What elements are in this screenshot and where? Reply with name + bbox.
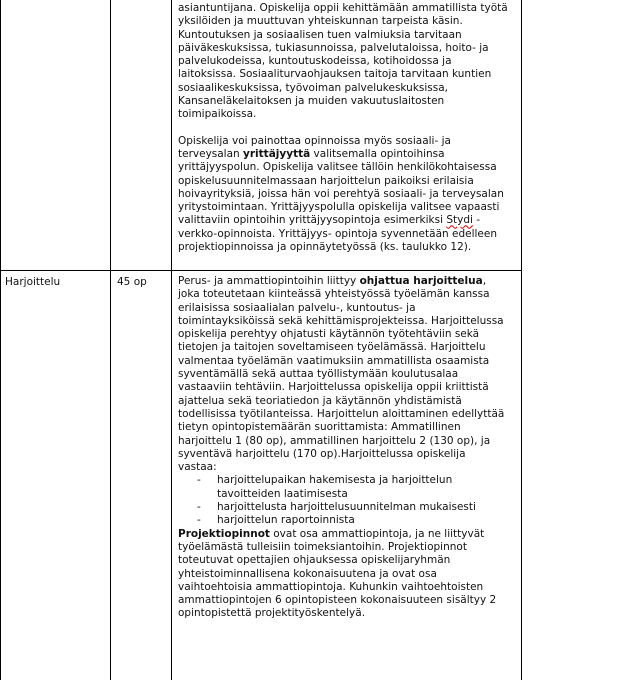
text-line: verkko-opinnoista. Yrittäjyys- opintoja syvennetään edelleen: [178, 227, 497, 240]
row1-paragraph-1: [178, 2, 518, 122]
text-line: yksilöiden ja muuttuvan yhteiskunnan tarpeista käsin.: [178, 15, 463, 28]
text-line: opintopistettä projektityöskentelyä.: [178, 607, 366, 620]
text-line: sosiaalikeskuksissa, työvoiman palvelukeskuksissa,: [178, 81, 449, 94]
emphasis-yrittajyytta: yrittäjyyttä: [243, 147, 311, 160]
emphasis-ohjattua-harjoittelua: ohjattua harjoittelua: [359, 275, 483, 287]
row1-content: [178, 2, 518, 254]
text-line: [178, 275, 518, 288]
text-line: vastaaviin tehtäviin. Harjoittelussa opiskelija oppii kriittistä: [178, 381, 489, 394]
text-line: toteutuvat opettajien ohjauksessa opiskelijaryhmän: [178, 554, 451, 567]
row2-credits-cell: 45 op: [117, 276, 147, 288]
list-item: [178, 501, 518, 514]
text-line: harjoittelupaikan hakemisesta ja harjoittelun: [217, 474, 453, 487]
text-line: harjoittelusta harjoittelusuunnitelman mukaisesti: [217, 501, 476, 514]
dash-marker: -: [197, 514, 201, 527]
text-line: Kansaneläkelaitoksen ja muiden vakuutuslaitosten: [178, 95, 445, 108]
text-line: vastaa:: [178, 461, 217, 474]
text-line: laitoksissa. Sosiaaliturvaohjauksen taitoja tarvitaan kuntien: [178, 68, 492, 81]
text-line: tavoitteiden laatimisesta: [217, 487, 348, 500]
text-line: palvelukodeissa, kuntoutuskodeissa, kotihoidossa ja: [178, 55, 452, 68]
text-line: yrittäjyyspolun. Opiskelija valitsee tällöin henkilökohtaisessa: [178, 161, 497, 174]
column-divider-2: [171, 0, 172, 680]
text-line: erilaisissa sosiaalialan palvelu-, kuntoutus- ja: [178, 301, 416, 314]
text-span: -: [472, 214, 481, 227]
text-span: Perus- ja ammattiopintoihin liittyy: [178, 275, 360, 287]
text-line: tietyn opintopistemäärän suorittamista: Ammatillinen: [178, 421, 461, 434]
text-line: harjoittelu 1 (80 op), ammatillinen harjoittelu 2 (130 op), ja: [178, 434, 491, 447]
text-line: päiväkeskuksissa, tukiasunnoissa, palvelutaloissa, hoito- ja: [178, 41, 489, 54]
text-line: hoivayrityksiä, joissa hän voi perehtyä sosiaali- ja terveysalan: [178, 187, 504, 200]
text-span: ,: [482, 275, 487, 287]
list-item: [178, 474, 518, 501]
text-line: [178, 148, 518, 161]
spellcheck-word: Stydi: [446, 214, 473, 227]
text-line: syventävä harjoittelu (170 op).Harjoittelussa opiskelija: [178, 447, 466, 460]
text-line: Opiskelija voi painottaa opinnoissa myös sosiaali- ja: [178, 134, 451, 147]
dash-marker: -: [197, 501, 201, 514]
column-divider-1: [110, 0, 111, 680]
row2-content: [178, 275, 518, 621]
text-line: vaihtoehtoisia ammattiopintoja. Kuhunkin vaihtoehtoisten: [178, 580, 484, 593]
row2-paragraph-1: [178, 275, 518, 474]
text-span: terveysalan: [178, 147, 244, 160]
text-line: projektiopinnoissa ja opinnäytetyössä (ks. taulukko 12).: [178, 241, 472, 254]
text-line: ajattelua sekä teoriatiedon ja käytännön yhdistämistä: [178, 394, 462, 407]
text-line: työelämästä tulleisiin toimeksiantoihin. Projektiopinnot: [178, 540, 467, 553]
text-line: [178, 214, 518, 227]
text-span: valittaviin opintoihin yrittäjyysopintoja esimerkiksi: [178, 214, 447, 227]
text-line: toimintayksiköissä sekä kehittämisprojekteissa. Harjoittelussa: [178, 314, 504, 327]
text-line: valmentaa työelämän vaatimuksiin ammatillista osaamista: [178, 354, 490, 367]
row2-paragraph-2: [178, 528, 518, 621]
row2-name-cell: Harjoittelu: [5, 276, 61, 288]
row-divider: [0, 270, 522, 271]
table-right-border: [521, 0, 522, 680]
text-line: harjoittelun raportoinnista: [217, 514, 355, 527]
emphasis-projektiopinnot: Projektiopinnot: [178, 527, 270, 540]
text-line: yhteistoiminnallisena kokonaisuutena ja ovat osa: [178, 567, 437, 580]
text-span: valitsemalla opintoihinsa: [310, 147, 445, 160]
text-line: todellisissa työtilanteissa. Harjoittelun aloittaminen edellyttää: [178, 407, 505, 420]
text-line: asiantuntijana. Opiskelija oppii kehittämään ammatillista työtä: [178, 2, 508, 14]
text-line: [178, 528, 518, 541]
row1-paragraph-2: [178, 135, 518, 255]
list-item: [178, 514, 518, 527]
text-line: opiskelusuunnitelmassaan harjoittelun paikoiksi erilaisia: [178, 174, 474, 187]
text-line: syventämällä sekä auttaa työllistymään koulutusalaa: [178, 368, 459, 381]
text-line: yritystoimintaan. Yrittäjyyspolulla opiskelija valitsee vapaasti: [178, 201, 500, 214]
text-span: ovat osa ammattiopintoja, ja ne liittyvät: [269, 527, 485, 540]
text-line: tietojen ja taitojen soveltamiseen työelämässä. Harjoittelu: [178, 341, 486, 354]
table-left-border: [0, 0, 1, 680]
text-line: ammattiopintojen 6 opintopisteen kokonaisuuteen sisältyy 2: [178, 594, 497, 607]
text-line: joka toteutetaan kiinteässä yhteistyössä työelämän kanssa: [178, 288, 490, 301]
text-line: toimipaikoissa.: [178, 108, 257, 121]
text-line: opiskelija perehtyy ohjatusti käytännön työtehtäviin sekä: [178, 328, 480, 341]
responsibility-list: [178, 474, 518, 527]
text-line: Kuntoutuksen ja sosiaalisen tuen valmiuksia tarvitaan: [178, 28, 462, 41]
dash-marker: -: [197, 474, 201, 487]
